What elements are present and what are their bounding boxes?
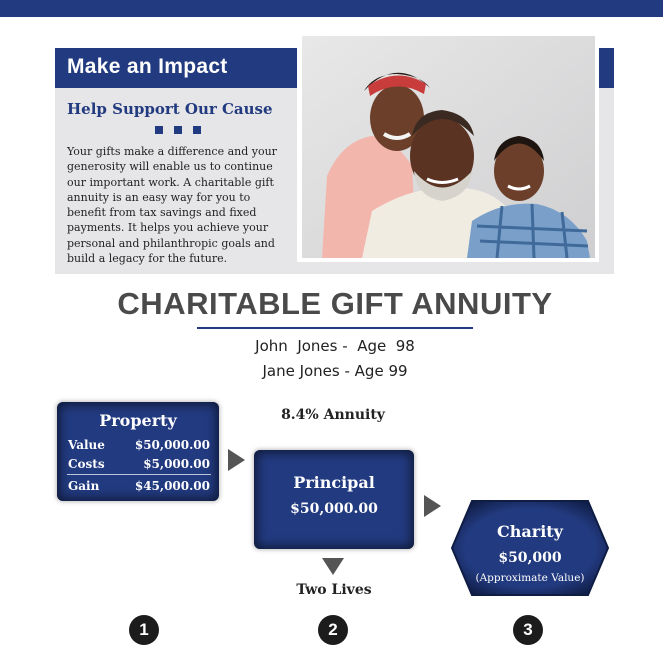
arrow-right-icon — [228, 449, 245, 471]
step-badge-2: 2 — [318, 615, 348, 645]
property-row-label: Value — [68, 438, 105, 452]
property-row-label: Gain — [68, 479, 100, 493]
donor-jane: Jane Jones - Age 99 — [262, 362, 408, 380]
principal-value: $50,000.00 — [290, 501, 378, 517]
charity-title: Charity — [497, 522, 563, 541]
property-title: Property — [99, 411, 177, 430]
principal-box — [254, 450, 414, 549]
hero-body-text: Your gifts make a difference and your generosity will enable us to continue our important work. A charitable gift annuity is an easy way for you to benefit from tax savings and fixed payments. It helps you achieve your personal and philanthropic goals and build a legacy for the future. — [67, 145, 277, 266]
page-title: CHARITABLE GIFT ANNUITY — [117, 286, 553, 321]
property-row-amount: $45,000.00 — [134, 479, 210, 493]
step-badge-3: 3 — [513, 615, 543, 645]
donor-john: John Jones - Age 98 — [255, 337, 415, 355]
arrow-right-icon — [424, 495, 441, 517]
property-row-amount: $5,000.00 — [143, 457, 210, 471]
charity-value: $50,000 — [498, 550, 562, 566]
annuity-rate-label: 8.4% Annuity — [281, 407, 385, 423]
property-divider — [67, 474, 211, 475]
top-banner-bar — [0, 0, 663, 17]
arrow-down-icon — [322, 558, 344, 575]
two-lives-label: Two Lives — [296, 582, 372, 598]
title-underline — [197, 327, 473, 329]
property-row-label: Costs — [68, 457, 105, 471]
property-box — [57, 402, 219, 501]
hero-title: Make an Impact — [67, 55, 228, 78]
family-photo — [302, 36, 595, 258]
dot — [193, 126, 201, 134]
dot — [155, 126, 163, 134]
hero-subtitle: Help Support Our Cause — [67, 100, 273, 118]
principal-title: Principal — [293, 473, 375, 492]
dot — [174, 126, 182, 134]
step-badge-1: 1 — [129, 615, 159, 645]
decorative-dots — [155, 126, 201, 134]
charity-note: (Approximate Value) — [475, 572, 585, 584]
property-row-amount: $50,000.00 — [134, 438, 210, 452]
